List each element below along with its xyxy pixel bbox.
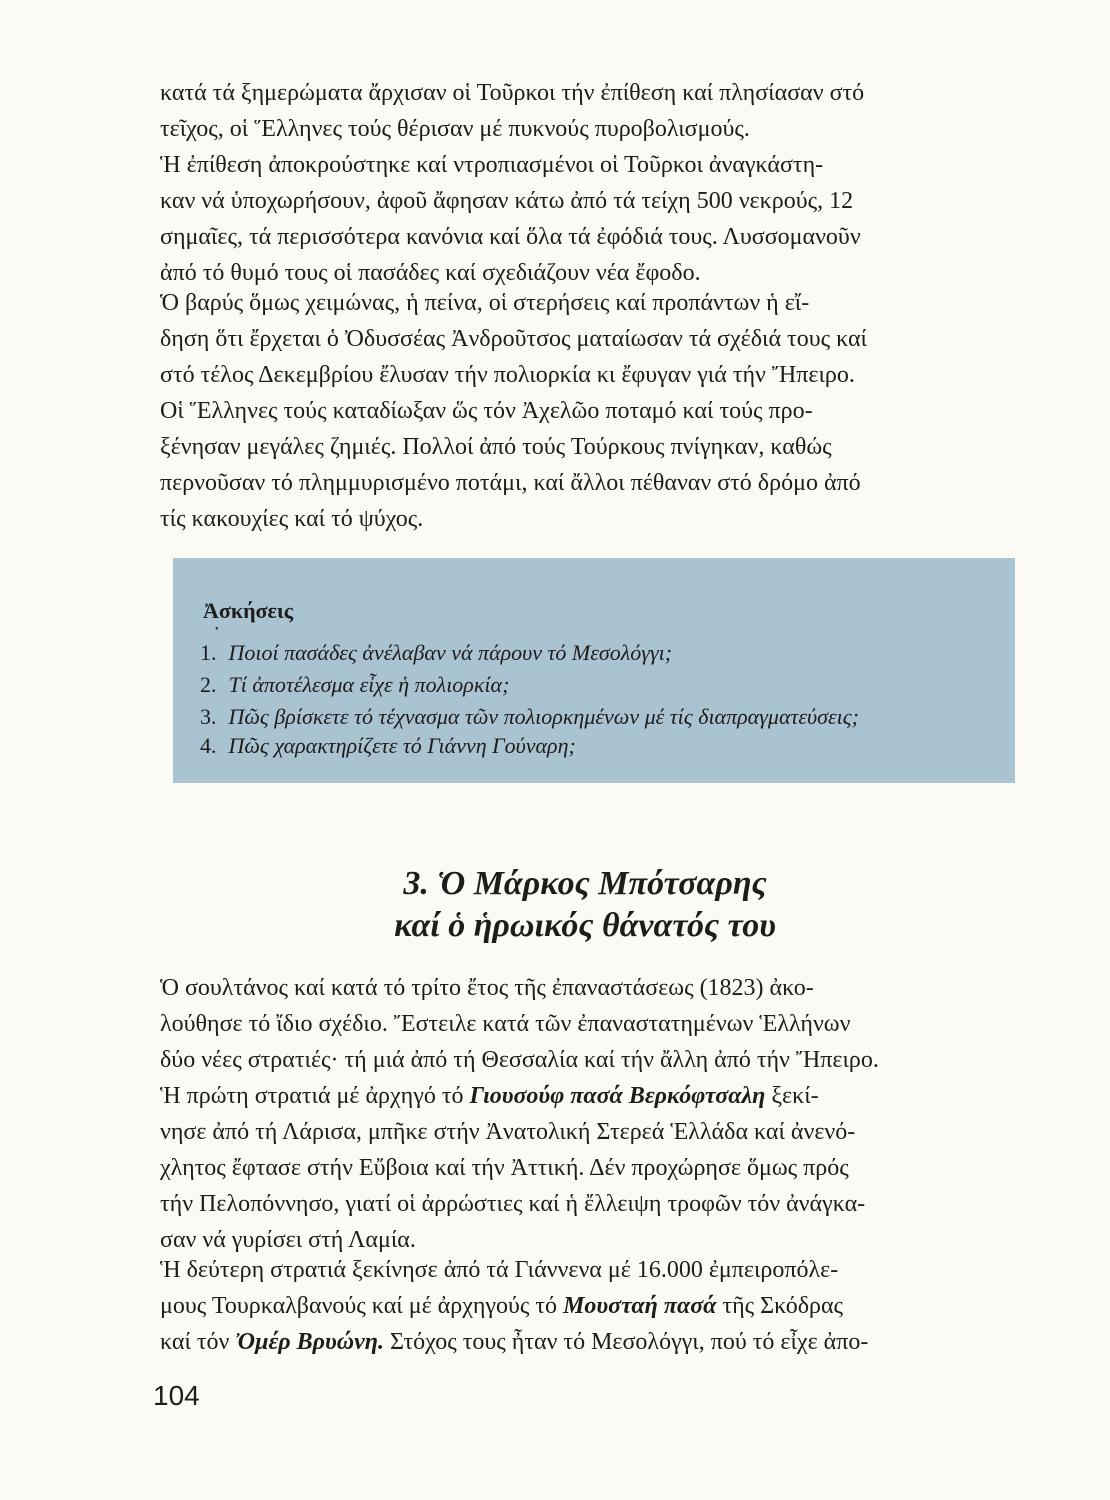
text-line: Ὁ σουλτάνος καί κατά τό τρίτο ἔτος τῆς ἐπαναστάσεως (1823) ἀκο- — [160, 975, 814, 1001]
exercise-text: Πῶς χαρακτηρίζετε τό Γιάννη Γούναρη; — [228, 733, 576, 758]
text-run: μους Τουρκαλβανούς καί μέ ἀρχηγούς τό — [160, 1293, 564, 1319]
exercise-number: 2. — [200, 672, 217, 697]
text-line — [160, 1324, 1020, 1360]
paragraph — [160, 75, 1020, 147]
text-line: δηση ὅτι ἔρχεται ὁ Ὀδυσσέας Ἀνδροῦτσος ματαίωσαν τά σχέδιά τους καί — [160, 326, 868, 352]
paragraph — [160, 285, 1020, 393]
text-line: Οἱ Ἕλληνες τούς καταδίωξαν ὥς τόν Ἀχελῶο ποταμό καί τούς προ- — [160, 398, 813, 424]
page-number: 104 — [153, 1380, 200, 1411]
text-line — [160, 1078, 1020, 1114]
bullet-icon: • — [215, 624, 219, 635]
text-line: Ἡ ἐπίθεση ἀποκρούστηκε καί ντροπιασμένοι οἱ Τοῦρκοι ἀναγκάστη- — [160, 152, 824, 178]
text-line: σαν νά γυρίσει στή Λαμία. — [160, 1227, 416, 1253]
exercise-number: 4. — [200, 733, 217, 758]
text-line: σημαῖες, τά περισσότερα κανόνια καί ὅλα τά ἐφόδιά τους. Λυσσομανοῦν — [160, 224, 861, 250]
text-line: νησε ἀπό τή Λάρισα, μπῆκε στήν Ἀνατολική Στερεά Ἑλλάδα καί ἀνενό- — [160, 1119, 856, 1145]
text-line: τίς κακουχίες καί τό ψύχος. — [160, 506, 424, 532]
exercise-item — [200, 672, 509, 698]
text-run: Ἡ πρώτη στρατιά μέ ἀρχηγό τό — [160, 1083, 470, 1109]
exercise-text: Πῶς βρίσκετε τό τέχνασμα τῶν πολιορκημένων μέ τίς διαπραγματεύσεις; — [228, 704, 860, 729]
text-line: λούθησε τό ἴδιο σχέδιο. Ἔστειλε κατά τῶν ἐπαναστατημένων Ἑλλήνων — [160, 1011, 851, 1037]
text-run: ξεκί- — [765, 1083, 819, 1109]
paragraph — [160, 970, 1020, 1078]
exercise-text: Τί ἀποτέλεσμα εἶχε ἡ πολιορκία; — [228, 672, 510, 697]
paragraph — [160, 147, 1020, 291]
text-line: χλητος ἔφτασε στήν Εὔβοια καί τήν Ἀττική. Δέν προχώρησε ὅμως πρός — [160, 1155, 849, 1181]
section-title-line2: καί ὁ ἡρωικός θάνατός του — [394, 907, 776, 944]
text-line: κατά τά ξημερώματα ἄρχισαν οἱ Τοῦρκοι τήν ἐπίθεση καί πλησίασαν στό — [160, 80, 865, 106]
text-line: στό τέλος Δεκεμβρίου ἔλυσαν τήν πολιορκία κι ἔφυγαν γιά τήν Ἤπειρο. — [160, 362, 855, 388]
text-line — [160, 1288, 1020, 1324]
section-title-line1: 3. Ὁ Μάρκος Μπότσαρης — [403, 865, 767, 902]
text-line: Ὁ βαρύς ὅμως χειμώνας, ἡ πείνα, οἱ στερήσεις καί προπάντων ἡ εἴ- — [160, 290, 810, 316]
person-name: Γιουσούφ πασά Βερκόφτσαλη — [469, 1083, 766, 1109]
text-line: Ἡ δεύτερη στρατιά ξεκίνησε ἀπό τά Γιάννενα μέ 16.000 ἐμπειροπόλε- — [160, 1257, 839, 1283]
exercise-item — [200, 704, 859, 730]
exercise-item — [200, 640, 672, 666]
person-name: Ὀμέρ Βρυώνη. — [235, 1329, 384, 1355]
text-line: ἀπό τό θυμό τους οἱ πασάδες καί σχεδιάζουν νέα ἔφοδο. — [160, 260, 701, 286]
exercise-text: Ποιοί πασάδες ἀνέλαβαν νά πάρουν τό Μεσολόγγι; — [228, 640, 673, 665]
text-run: Στόχος τους ἦταν τό Μεσολόγγι, πού τό εἶχε ἀπο- — [383, 1329, 869, 1355]
person-name: Μουσταή πασά — [563, 1293, 717, 1319]
text-line: περνοῦσαν τό πλημμυρισμένο ποτάμι, καί ἄλλοι πέθαναν στό δρόμο ἀπό — [160, 470, 861, 496]
text-run: καί τόν — [160, 1329, 236, 1355]
text-line: δύο νέες στρατιές· τή μιά ἀπό τή Θεσσαλία καί τήν ἄλλη ἀπό τήν Ἤπειρο. — [160, 1047, 879, 1073]
text-line: ξένησαν μεγάλες ζημιές. Πολλοί ἀπό τούς Τούρκους πνίγηκαν, καθώς — [160, 434, 832, 460]
paragraph — [160, 1252, 1020, 1360]
text-run: τῆς Σκόδρας — [716, 1293, 844, 1319]
exercise-number: 1. — [200, 640, 217, 665]
text-line: καν νά ὑποχωρήσουν, ἀφοῦ ἄφησαν κάτω ἀπό τά τείχη 500 νεκρούς, 12 — [160, 188, 854, 214]
exercise-item — [200, 733, 576, 759]
exercises-box — [173, 558, 1015, 783]
exercise-number: 3. — [200, 704, 217, 729]
text-line: τεῖχος, οἱ Ἕλληνες τούς θέρισαν μέ πυκνούς πυροβολισμούς. — [160, 116, 750, 142]
exercises-heading: Ἀσκήσεις — [203, 598, 294, 623]
paragraph — [160, 1078, 1020, 1258]
text-line: τήν Πελοπόννησο, γιατί οἱ ἀρρώστιες καί ἡ ἔλλειψη τροφῶν τόν ἀνάγκα- — [160, 1191, 866, 1217]
paragraph — [160, 393, 1020, 537]
